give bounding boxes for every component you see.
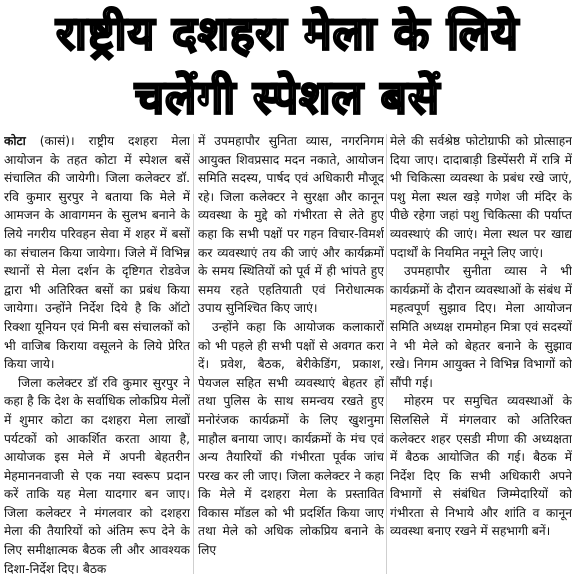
headline	[0, 2, 575, 130]
article-body	[0, 132, 575, 578]
article-paragraph: मेले की सर्वश्रेष्ठ फोटोग्राफी को प्रोत्साहन दिया जाए। दादाबाड़ी डिस्पेंसरी में रात्रि में भी चिकित्सा व्यवस्था के प्रबंध रखे जाएं, पशु मेला स्थल खड़े गणेश जी मंदिर के पीछे रहेगा जहां पशु चिकित्सा की पर्याप्त व्यवस्थाएं की जाएं। मेला स्थल पर खाद्य पदार्थों के नियमित नमूने लिए जाएं।	[390, 134, 572, 260]
headline-line-1: राष्ट्रीय दशहरा मेला के लिये	[56, 6, 519, 60]
article-column-2	[198, 132, 384, 578]
article-paragraph: उन्होंने कहा कि आयोजक कलाकारों को भी पहले ही सभी पक्षों से अवगत करा दें। प्रवेश, बैठक, बेरीकेडिंग, प्रकाश, पेयजल सहित सभी व्यवस्थाएं बेहतर हों तथा पुलिस के साथ समन्वय रखते हुए मनोरंजक कार्यक्रमों के लिए खुशनुमा माहौल बनाया जाए। कार्यक्रमों के मंच एवं अन्य तैयारियों की गंभीरता पूर्वक जांच परख कर ली जाए। जिला कलेक्टर ने कहा कि मेले में दशहरा मेला के प्रस्तावित विकास मॉडल को भी प्रदर्शित किया जाए तथा मेले को अधिक लोकप्रिय बनाने के लिए	[198, 319, 384, 558]
article-paragraph: में उपमहापौर सुनिता व्यास, नगरनिगम आयुक्त शिवप्रसाद मदन नकाते, आयोजन समिति सदस्य, पार्षद एवं अधिकारी मौजूद रहे। जिला कलेक्टर ने सुरक्षा और कानून व्यवस्था के मुद्दे को गंभीरता से लेते हुए कहा कि सभी पक्षों पर गहन विचार-विमर्श कर व्यवस्थाएं तय की जाएं और कार्यक्रमों के समय स्थितियों को पूर्व में ही भांपते हुए समय रहते एहतियाती एवं निरोधात्मक उपाय सुनिश्चित किए जाएं।	[198, 134, 384, 316]
article-paragraph: उपमहापौर सुनीता व्यास ने भी कार्यक्रमों के दौरान व्यवस्थाओं के संबंध में महत्वपूर्ण सुझाव दिए। मेला आयोजन समिति अध्यक्ष राममोहन मित्रा एवं सदस्यों ने भी मेले को बेहतर बनाने के सुझाव रखे। निगम आयुक्त ने विभिन्न विभागों को सौंपी गई।	[390, 264, 572, 390]
headline-line-2: चलेंगी स्पेशल बसें	[134, 70, 441, 124]
article-paragraph: मोहरम पर समुचित व्यवस्थाओं के सिलसिले में मंगलवार को अतिरिक्त कलेक्टर शहर एसडी मीणा की अध्यक्षता में बैठक आयोजित की गई। बैठक में निर्देश दिए कि सभी अधिकारी अपने विभागों से संबंधित जिम्मेदारियों को गंभीरता से निभाये और शांति व कानून व्यवस्था बनाए रखने में सहभागी बनें।	[390, 394, 572, 539]
article-paragraph: जिला कलेक्टर डॉ रवि कुमार सुरपुर ने कहा है कि देश के सर्वाधिक लोकप्रिय मेलों में शुमार कोटा का दशहरा मेला लाखों पर्यटकों को आकर्शित करता आया है, आयोजक इस मेले में अपनी बेहतरीन मेहमाननवाजी से एक नया स्वरूप प्रदान करें ताकि यह मेला यादगार बन जाए। जिला कलेक्टर ने मंगलवार को दशहरा मेला की तैयारियों को अंतिम रूप देने के लिए समीक्षात्मक बैठक ली और आवश्यक दिशा-निर्देश दिए। बैठक	[4, 375, 190, 576]
article-column-3	[390, 132, 572, 578]
article-paragraph: कोटा (कासं)। राष्ट्रीय दशहरा मेला आयोजन के तहत कोटा में स्पेशल बसें संचालित की जायेगी। जिला कलेक्टर डॉ. रवि कुमार सुरपुर ने बताया कि मेले में आमजन के आवागमन के सुलभ बनाने के लिये नगरीय परिवहन सेवा में शहर में बसों का संचालन किया जायेगा। जिले में विभिन्न स्थानों से मेला दर्शन के दृष्टिगत रोडवेज द्वारा भी अतिरिक्त बसों का प्रबंध किया जायेगा। उन्होंने निर्देश दिये है कि ऑटो रिक्शा यूनियन एवं मिनी बस संचालकों को भी वाजिब किराया वसूलने के लिये प्रेरित किया जाये।	[4, 134, 190, 372]
article-column-1	[4, 132, 190, 578]
dateline: कोटा	[4, 134, 26, 148]
